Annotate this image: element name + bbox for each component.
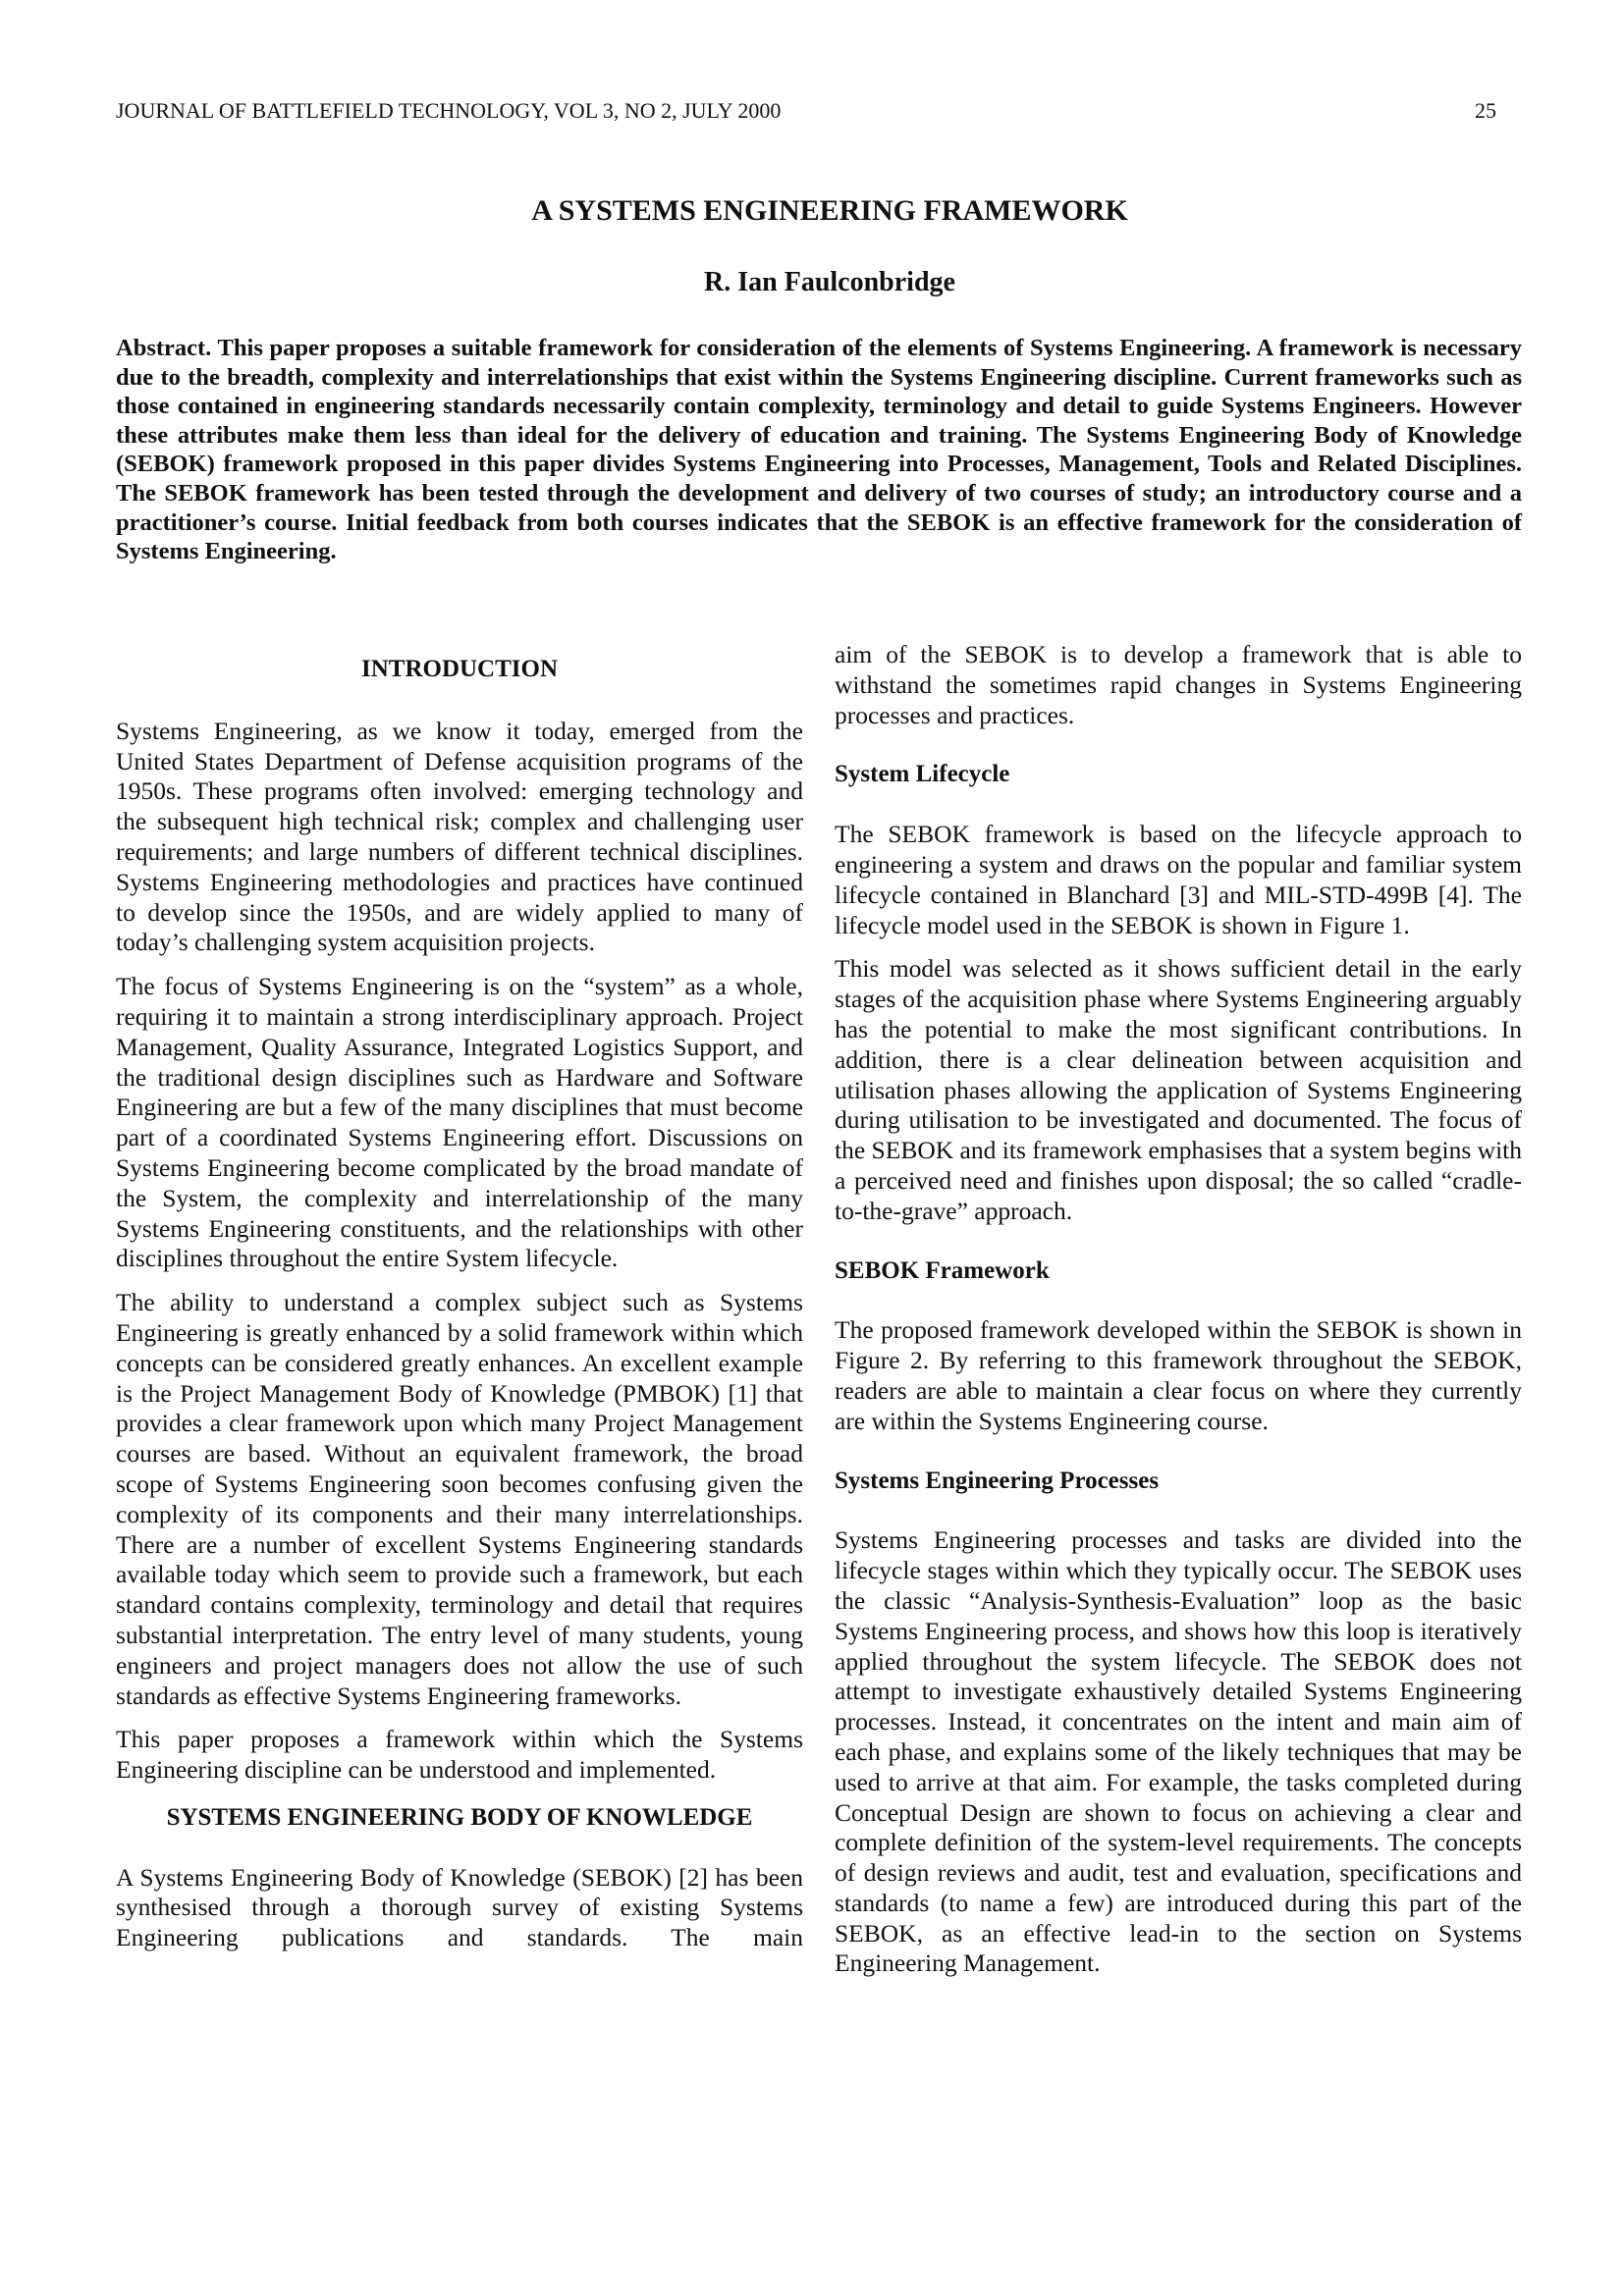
paragraph: The proposed framework developed within the SEBOK is shown in Figure 2. By referring to this framework throughout the SEBOK, readers are able to maintain a clear focus on where they currently are within the Systems Engineering course. <box>835 1315 1522 1435</box>
paper-title: A SYSTEMS ENGINEERING FRAMEWORK <box>531 194 1128 227</box>
paragraph: Systems Engineering, as we know it today, emerged from the United States Department of Defense acquisition programs of the 1950s. These programs often involved: emerging technology and the subsequent high technical risk; complex and challenging user requirements; and large numbers of different technical disciplines. Systems Engineering methodologies and practices have continued to develop since the 1950s, and are widely applied to many of today’s challenging system acquisition projects. <box>116 716 803 957</box>
paragraph: The ability to understand a complex subject such as Systems Engineering is greatly enhanced by a solid framework within which concepts can be considered greatly enhances. An excellent example is the Project Management Body of Knowledge (PMBOK) [1] that provides a clear framework upon which many Project Management courses are based. Without an equivalent framework, the broad scope of Systems Engineering soon becomes confusing given the complexity of its components and their many interrelationships. There are a number of excellent Systems Engineering standards available today which seem to provide such a framework, but each standard contains complexity, terminology and detail that requires substantial interpretation. The entry level of many students, young engineers and project managers does not allow the use of such standards as effective Systems Engineering frameworks. <box>116 1288 803 1710</box>
paragraph: The SEBOK framework is based on the lifecycle approach to engineering a system and draws on the popular and familiar system lifecycle contained in Blanchard [3] and MIL-STD-499B [4]. The lifecycle model used in the SEBOK is shown in Figure 1. <box>835 820 1522 939</box>
right-column <box>835 640 1522 1993</box>
running-header <box>116 98 1496 124</box>
section-heading-sebok: SYSTEMS ENGINEERING BODY OF KNOWLEDGE <box>166 1803 753 1831</box>
subsection-heading-se-processes: Systems Engineering Processes <box>835 1467 1160 1494</box>
paragraph: The focus of Systems Engineering is on the “system” as a whole, requiring it to maintain a strong interdisciplinary approach. Project Management, Quality Assurance, Integrated Logistics Support, and the traditional design disciplines such as Hardware and Software Engineering are but a few of the many disciplines that must become part of a coordinated Systems Engineering effort. Discussions on Systems Engineering become complicated by the broad mandate of the System, the complexity and interrelationship of the many Systems Engineering constituents, and the relationships with other disciplines throughout the entire System lifecycle. <box>116 972 803 1273</box>
journal-citation: JOURNAL OF BATTLEFIELD TECHNOLOGY, VOL 3, NO 2, JULY 2000 <box>116 98 782 123</box>
paragraph: This paper proposes a framework within which the Systems Engineering discipline can be understood and implemented. <box>116 1725 803 1785</box>
section-heading-introduction: INTRODUCTION <box>360 656 559 682</box>
author-name: R. Ian Faulconbridge <box>704 267 955 297</box>
paragraph: aim of the SEBOK is to develop a framework that is able to withstand the sometimes rapid changes in Systems Engineering processes and practices. <box>835 640 1522 729</box>
left-column <box>116 643 803 1967</box>
paragraph: This model was selected as it shows sufficient detail in the early stages of the acquisition phase where Systems Engineering arguably has the potential to make the most significant contributions. In addition, there is a clear delineation between acquisition and utilisation phases allowing the application of Systems Engineering during utilisation to be investigated and documented. The focus of the SEBOK and its framework emphasises that a system begins with a perceived need and finishes upon disposal; the so called “cradle-to-the-grave” approach. <box>835 954 1522 1225</box>
subsection-heading-sebok-framework: SEBOK Framework <box>835 1256 1050 1284</box>
abstract: Abstract. This paper proposes a suitable framework for consideration of the elements of Systems Engineering. A framework is necessary due to the breadth, complexity and interrelationships that exist within the Systems Engineering discipline. Current frameworks such as those contained in engineering standards necessarily contain complexity, terminology and detail to guide Systems Engineers. However these attributes make them less than ideal for the delivery of education and training. The Systems Engineering Body of Knowledge (SEBOK) framework proposed in this paper divides Systems Engineering into Processes, Management, Tools and Related Disciplines. The SEBOK framework has been tested through the development and delivery of two courses of study; an introductory course and a practitioner’s course. Initial feedback from both courses indicates that the SEBOK is an effective framework for the consideration of Systems Engineering. <box>116 335 1522 565</box>
page-number: 25 <box>1475 98 1496 123</box>
subsection-heading-system-lifecycle: System Lifecycle <box>835 761 1010 788</box>
paragraph: A Systems Engineering Body of Knowledge (SEBOK) [2] has been synthesised through a thorough survey of existing Systems Engineering publications and standards. The main <box>116 1862 803 1952</box>
paragraph: Systems Engineering processes and tasks are divided into the lifecycle stages within which they typically occur. The SEBOK uses the classic “Analysis-Synthesis-Evaluation” loop as the basic Systems Engineering process, and shows how this loop is iteratively applied throughout the system lifecycle. The SEBOK does not attempt to investigate exhaustively detailed Systems Engineering processes. Instead, it concentrates on the intent and main aim of each phase, and explains some of the likely techniques that may be used to arrive at that aim. For example, the tasks completed during Conceptual Design are shown to focus on achieving a clear and complete definition of the system-level requirements. The concepts of design reviews and audit, test and evaluation, specifications and standards (to name a few) are introduced during this part of the SEBOK, as an effective lead-in to the section on Systems Engineering Management. <box>835 1525 1522 1978</box>
